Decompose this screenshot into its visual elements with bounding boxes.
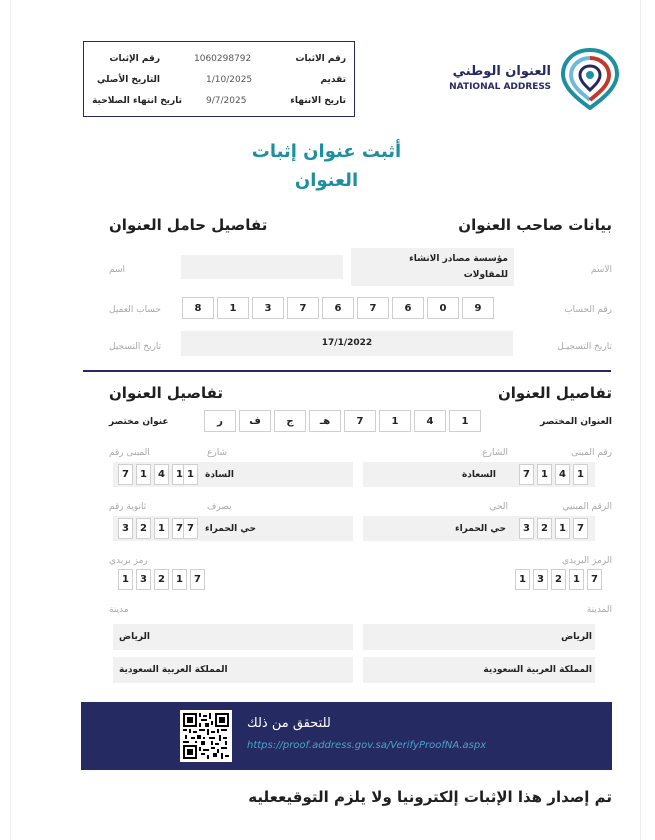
expiry-date-value: 9/7/2025 [206,96,247,106]
postal-digit-left-cell: 3 [136,569,151,590]
secondary-digit-left-cell: 1 [154,518,169,539]
logo-arabic: العنوان الوطني [452,64,551,79]
proof-number-label-left: رقم الإثبات [109,54,160,64]
country-value-left: المملكة العربية السعودية [119,665,228,675]
short-address-cell: 7 [344,410,376,432]
short-address-cell: ر [204,410,236,432]
postal-digit-left-cell: 1 [172,569,187,590]
district-label-right: الحي [489,502,508,512]
submit-date-value: 1/10/2025 [206,75,253,85]
short-address-cells [204,410,481,432]
postal-cells-left [118,569,205,590]
building-digit-left-cell: 1 [172,464,187,485]
postal-digit-left-cell: 7 [190,569,205,590]
owner-registration-label: تاريخ التسجيـل [557,342,612,352]
short-address-cell: ف [239,410,271,432]
owner-name-label: الاسم [590,265,612,275]
secondary-label-left: ثانوية رقم [109,502,147,512]
building-digit-left-cell: 1 [136,464,151,485]
account-digit-cell: 3 [252,297,284,319]
original-date-label: التاريخ الأصلي [97,75,160,85]
street-cell-left: 1 [183,464,198,485]
account-digit-cell: 7 [357,297,389,319]
short-address-cell: هـ [309,410,341,432]
secondary-digit-right-cell: 3 [519,518,534,539]
holder-account-label: حساب العميل [109,305,161,315]
street-value-left: السادة [205,470,234,480]
logo-english: NATIONAL ADDRESS [449,82,551,92]
city-value-right: الرياض [561,632,592,642]
owner-heading: بيانات صاحب العنوان [458,216,612,234]
address-heading-right: تفاصيل العنوان [497,384,612,402]
document-title-line2: العنوان [294,170,359,191]
account-digit-cell: 6 [322,297,354,319]
holder-registration-label: تاريخ التسجيل [109,342,162,352]
document-title-line1: أثبت عنوان إثبات [251,141,402,162]
submit-label: تقديم [320,75,346,85]
postal-digit-left-cell: 2 [154,569,169,590]
building-digit-left-cell: 7 [118,464,133,485]
postal-digit-right-cell: 1 [569,569,584,590]
address-heading-left: تفاصيل العنوان [109,384,224,402]
proof-number-value: 1060298792 [194,54,252,64]
owner-name-value-line1: مؤسسة مصادر الانشاء [409,254,508,264]
owner-account-label: رقم الحساب [564,305,612,315]
building-digit-right-cell: 4 [555,464,570,485]
city-value-left: الرياض [119,632,150,642]
district-cell-left: 7 [183,518,198,539]
postal-digit-left-cell: 1 [118,569,133,590]
pin-logo-icon [555,44,625,110]
postal-digit-right-cell: 1 [515,569,530,590]
account-digit-cell: 9 [462,297,494,319]
document-page [10,0,641,840]
secondary-digit-right-cell: 2 [537,518,552,539]
postal-cells-right [515,569,602,590]
secondary-label-right: الرقم المبنيي [562,502,612,512]
account-number-cells [182,297,494,319]
holder-heading: تفاصيل حامل العنوان [109,216,268,234]
secondary-cells-right [519,518,588,539]
building-digit-left-cell: 4 [154,464,169,485]
postal-digit-right-cell: 3 [533,569,548,590]
street-label-right: الشارع [482,448,508,458]
verify-url-link[interactable]: https://proof.address.gov.sa/VerifyProofNA.aspx [247,740,487,751]
verify-banner [81,702,612,770]
qr-code-icon[interactable] [180,710,232,762]
secondary-digit-left-cell: 2 [136,518,151,539]
holder-name-label: اسم [109,265,126,275]
national-address-logo [555,44,625,110]
account-digit-cell: 7 [287,297,319,319]
building-digit-right-cell: 7 [519,464,534,485]
district-value-right: حي الحمراء [455,524,506,534]
secondary-digit-left-cell: 3 [118,518,133,539]
holder-name-field [181,255,343,279]
proof-number-label-right: رقم الاثبات [295,54,346,64]
account-digit-cell: 6 [392,297,424,319]
short-address-cell: 1 [379,410,411,432]
short-address-cell: ج [274,410,306,432]
street-label-left: شارع [207,448,227,458]
building-label-right: رقم المبنى [571,448,612,458]
postal-digit-right-cell: 2 [551,569,566,590]
postal-label-right: الرمز البريدي [561,556,612,566]
secondary-digit-left-cell: 7 [172,518,187,539]
verify-label: للتحقق من ذلك [247,716,331,731]
country-value-right: المملكة العربية السعودية [483,665,592,675]
street-value-right: السعادة [461,470,496,480]
registration-date-value: 17/1/2022 [321,338,373,348]
secondary-digit-right-cell: 7 [573,518,588,539]
expiry-label: تاريخ الانتهاء [290,96,346,106]
short-address-cell: 4 [414,410,446,432]
proof-info-box [83,41,355,117]
district-label-left: يصرف [207,502,232,512]
secondary-cells-left [118,518,187,539]
secondary-digit-right-cell: 1 [555,518,570,539]
building-cells-right [519,464,588,485]
account-digit-cell: 8 [182,297,214,319]
city-label-left: مدينة [109,605,129,615]
city-label-right: المدينة [586,605,612,615]
section-divider [83,370,611,372]
building-digit-right-cell: 1 [573,464,588,485]
postal-label-left: رمز بريدي [109,556,148,566]
short-address-label-left: عنوان مختصر [109,417,169,427]
footer-note: تم إصدار هذا الإثبات إلكترونيا ولا يلزم التوقيععليه [248,788,612,806]
postal-digit-right-cell: 7 [587,569,602,590]
building-label-left: المبنى رقم [109,448,150,458]
short-address-cell: 1 [449,410,481,432]
building-cells-left [118,464,187,485]
validity-label: تاريخ انتهاء الصلاحية [92,96,182,106]
owner-name-value-line2: للمقاولات [463,270,508,280]
short-address-label-right: العنوان المختصر [540,417,612,427]
district-value-left: حي الحمراء [205,524,256,534]
account-digit-cell: 1 [217,297,249,319]
account-digit-cell: 0 [427,297,459,319]
building-digit-right-cell: 1 [537,464,552,485]
